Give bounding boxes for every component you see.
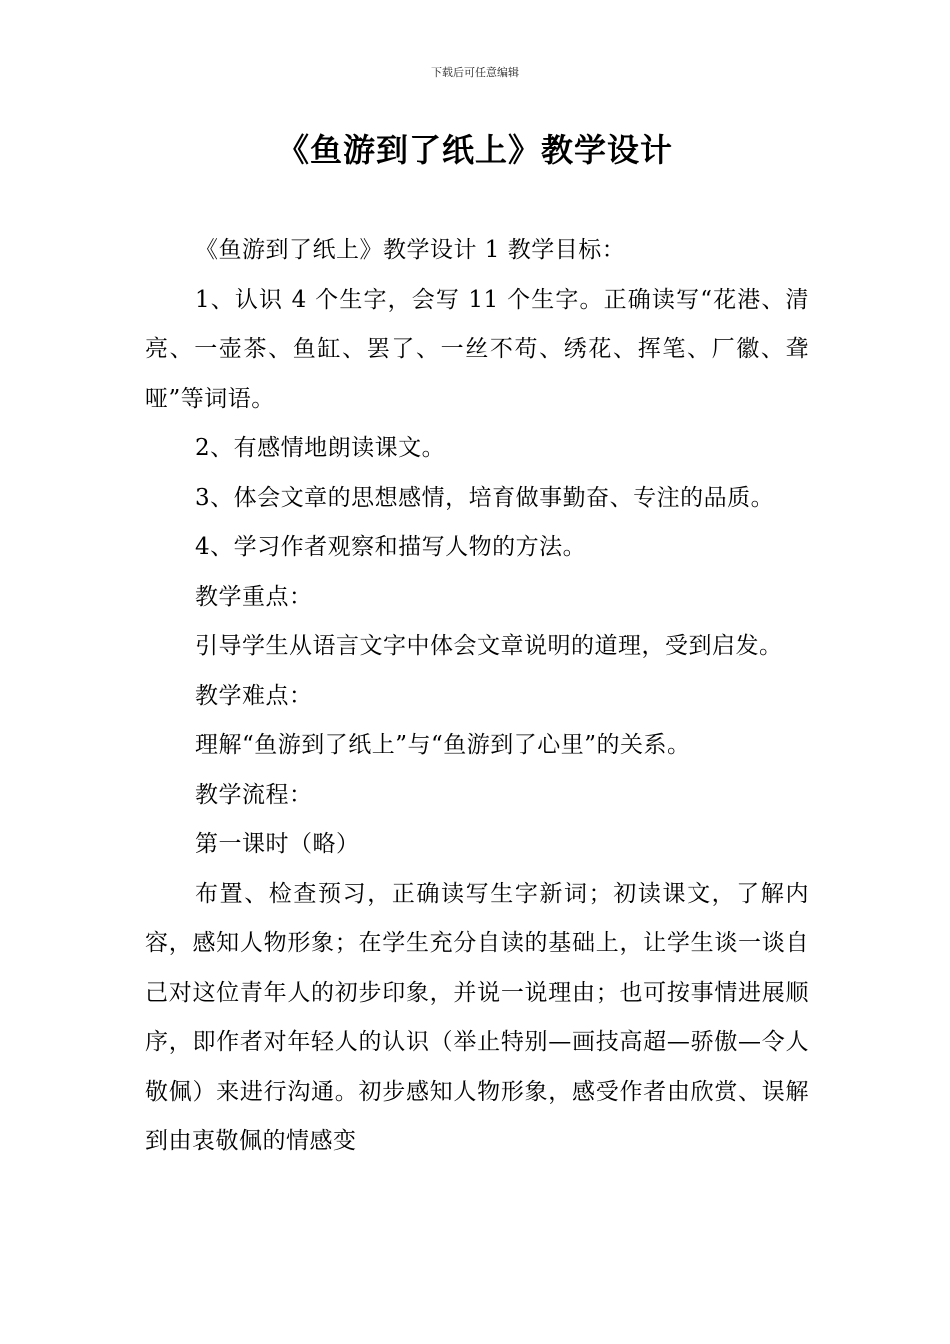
document-body xyxy=(145,226,809,1167)
paragraph-first-lesson-content: 布置、检查预习，正确读写生字新词；初读课文，了解内容，感知人物形象；在学生充分自读的基础上，让学生谈一谈自己对这位青年人的初步印象，并说一说理由；也可按事情进展顺序，即作者对年轻人的认识（举止特别—画技高超—骄傲—令人敬佩）来进行沟通。初步感知人物形象，感受作者由欣赏、误解到由衷敬佩的情感变 xyxy=(145,880,809,1154)
paragraph-process-heading: 教学流程： xyxy=(195,781,313,808)
paragraph-objective-2: 2、有感情地朗读课文。 xyxy=(195,435,446,461)
paragraph-objective-4: 4、学习作者观察和描写人物的方法。 xyxy=(195,534,587,560)
paragraph-objective-3: 3、体会文章的思想感情，培育做事勤奋、专注的品质。 xyxy=(195,484,775,511)
paragraph-objective-1: 1、认识 4 个生字，会写 11 个生字。正确读写“花港、清亮、一壶茶、鱼缸、罢了、一丝不苟、绣花、挥笔、厂徽、聋哑”等词语。 xyxy=(145,286,809,412)
paragraph-difficulties-heading: 教学难点： xyxy=(195,682,313,709)
paragraph-key-points-heading: 教学重点： xyxy=(195,583,313,610)
document-title: 《鱼游到了纸上》教学设计 xyxy=(276,131,673,169)
paragraph-key-points: 引导学生从语言文字中体会文章说明的道理，受到启发。 xyxy=(195,633,783,659)
paragraph-difficulties: 理解“鱼游到了纸上”与“鱼游到了心里”的关系。 xyxy=(195,732,691,758)
header-note: 下载后可任意编辑 xyxy=(431,66,519,79)
paragraph-first-lesson: 第一课时（略） xyxy=(195,831,360,857)
paragraph-objectives-heading: 《鱼游到了纸上》教学设计 1 教学目标： xyxy=(195,237,626,263)
